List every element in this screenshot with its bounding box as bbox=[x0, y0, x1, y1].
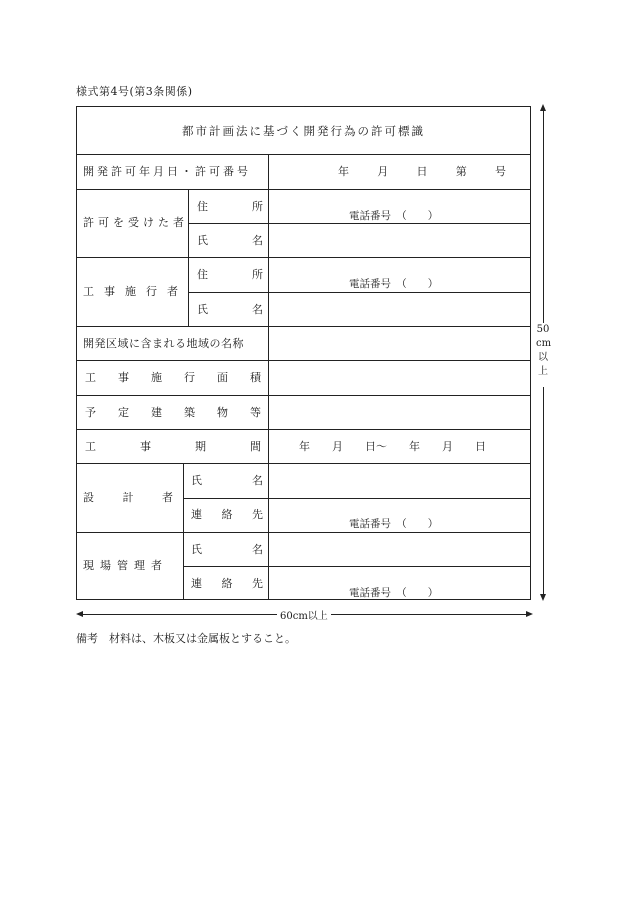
permittee-address-label: 住 所 bbox=[197, 200, 263, 213]
arrow-right-icon bbox=[526, 611, 533, 617]
permittee-label: 許可を受けた者 bbox=[83, 216, 188, 229]
permittee-name-label: 氏 名 bbox=[197, 234, 263, 247]
construction-area-label: 工 事 施 行 面 積 bbox=[85, 371, 261, 384]
designer-contact-label: 連 絡 先 bbox=[191, 508, 263, 521]
remarks-note: 備考 材料は、木板又は金属板とすること。 bbox=[76, 632, 296, 645]
contractor-phone: 電話番号 （ ） bbox=[349, 278, 439, 290]
permittee-phone: 電話番号 （ ） bbox=[349, 210, 439, 222]
planned-buildings-label: 予 定 建 築 物 等 bbox=[85, 406, 261, 419]
site-manager-contact-label: 連 絡 先 bbox=[191, 577, 263, 590]
form-number: 様式第4号(第3条関係) bbox=[76, 85, 193, 98]
contractor-address-label: 住 所 bbox=[197, 268, 263, 281]
arrow-down-icon bbox=[540, 594, 546, 601]
designer-phone: 電話番号 （ ） bbox=[349, 518, 439, 530]
period-value: 年 月 日〜 年 月 日 bbox=[299, 440, 486, 453]
site-manager-label: 現場管理者 bbox=[83, 559, 168, 572]
width-dimension-label: 60cm以上 bbox=[277, 607, 331, 622]
height-dimension-label: 50 cm 以 上 bbox=[536, 323, 550, 387]
site-manager-name-label: 氏 名 bbox=[191, 543, 263, 556]
arrow-left-icon bbox=[76, 611, 83, 617]
permit-date-value: 年 月 日 第 号 bbox=[338, 165, 506, 178]
sign-title: 都市計画法に基づく開発行為の許可標識 bbox=[182, 124, 425, 138]
arrow-up-icon bbox=[540, 104, 546, 111]
period-label: 工 事 期 間 bbox=[85, 440, 261, 453]
contractor-label: 工事施行者 bbox=[83, 285, 188, 298]
area-name-label: 開発区域に含まれる地域の名称 bbox=[83, 337, 244, 350]
designer-name-label: 氏 名 bbox=[191, 474, 263, 487]
site-manager-phone: 電話番号 （ ） bbox=[349, 587, 439, 599]
permit-date-label: 開発許可年月日・許可番号 bbox=[83, 165, 251, 178]
designer-label: 設 計 者 bbox=[83, 491, 173, 504]
contractor-name-label: 氏 名 bbox=[197, 303, 263, 316]
permit-sign-table bbox=[76, 106, 531, 600]
